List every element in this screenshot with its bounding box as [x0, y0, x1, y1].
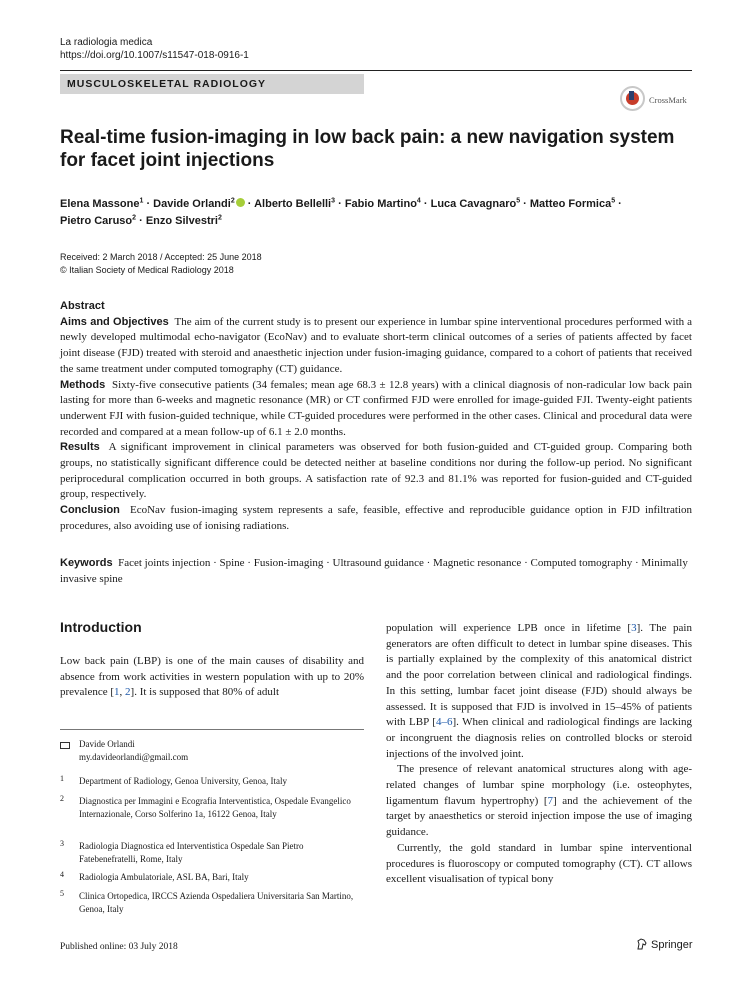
corresponding-author	[79, 738, 364, 763]
citation-link[interactable]: 1	[114, 686, 120, 699]
citation-link[interactable]: 4–6	[435, 716, 453, 729]
affiliation-text: Radiologia Diagnostica ed Interventistica Ospedale San Pietro Fatebenefratelli, Rome, Italy	[79, 841, 304, 864]
footnote-divider	[60, 729, 364, 730]
journal-header	[60, 36, 249, 62]
springer-logo	[636, 938, 693, 951]
author-list: Elena Massone$^1$ · Davide Orlandi$^2$ · Alberto Bellelli$^3$ · Fabio Martino$^4$ · Luca Cavagnaro$^5$ · Matteo Formica$^5$ · Pietro Caruso$^2$ · Enzo Silvestri$^2$	[60, 197, 622, 227]
intro-right-column	[386, 621, 692, 888]
conclusion-label: Conclusion	[60, 504, 120, 517]
introduction-heading: Introduction	[60, 619, 142, 635]
affiliation-number: 2	[60, 794, 64, 803]
affiliation-number: 1	[60, 774, 64, 783]
published-date: Published online: 03 July 2018	[60, 942, 178, 952]
intro-left-column	[60, 654, 364, 701]
author-affiliation: 2	[217, 214, 222, 222]
results-text: A significant improvement in clinical parameters was observed for both fusion-guided and CT-guided group. Comparing both groups, no statistically significant difference could be detected neither at baseline conditions nor during the follow-up period. No significant periprocedural complication occurred in both groups. A satisfaction rate of 92.3 and 81.1% was reported for fusion-guided and CT-guided group, respectively.	[60, 441, 692, 501]
keywords-label: Keywords	[60, 557, 113, 569]
affiliation-text: Radiologia Ambulatoriale, ASL BA, Bari, Italy	[79, 872, 249, 882]
author-name[interactable]: Pietro Caruso	[60, 215, 133, 227]
abstract-heading: Abstract	[60, 300, 105, 312]
springer-horse-icon	[636, 938, 648, 950]
publisher-name: Springer	[651, 939, 693, 951]
article-dates	[60, 251, 262, 277]
citation-link[interactable]: 3	[631, 622, 637, 634]
article-title: Real-time fusion-imaging in low back pain: a new navigation system for facet joint injections	[60, 127, 675, 171]
abstract	[60, 299, 692, 535]
intro-text: ]. It is supposed that 80% of adult	[130, 686, 280, 699]
intro-text: population will experience LPB once in lifetime [	[386, 622, 632, 634]
crossmark-badge[interactable]	[620, 86, 692, 118]
conclusion-text: EcoNav fusion-imaging system represents a safe, feasible, effective and reproducible guidance option in FJD infiltration procedures, also avoiding use of ionising radiations.	[60, 504, 692, 532]
crossmark-icon	[620, 86, 645, 111]
received-accepted: Received: 2 March 2018 / Accepted: 25 June 2018	[60, 252, 262, 262]
envelope-icon	[60, 741, 70, 754]
intro-text: ]. The pain generators are often difficult to detect in lumbar spine diseases. This is partially explained by the complexity of this anatomical district and the poor correlation between clinical and radiological findings. In this setting, lumbar facet joint disease (FJD) should always be assessed. It is supposed that FJD is involved in 15–45% of patients with LBP [	[386, 622, 692, 729]
author-affiliation: 1	[139, 197, 144, 205]
citation-separator: ,	[119, 686, 126, 699]
author-name[interactable]: Davide Orlandi	[153, 198, 231, 210]
intro-text: Currently, the gold standard in lumbar spine interventional procedures is fluoroscopy or computed tomography (CT). CT allows excellent visualisation of typical bony	[386, 841, 692, 886]
section-label: MUSCULOSKELETAL RADIOLOGY	[60, 74, 364, 94]
crossmark-label: CrossMark	[649, 95, 687, 105]
corresponding-name: Davide Orlandi	[79, 739, 135, 749]
affiliation-text: Diagnostica per Immagini e Ecografia Interventistica, Ospedale Evangelico Internazionale, Corso Solferino 1a, 16122 Genoa, Italy	[79, 796, 351, 819]
aims-label: Aims and Objectives	[60, 315, 169, 328]
citation-link[interactable]: 2	[125, 686, 131, 699]
author-affiliation: 4	[416, 197, 421, 205]
orcid-icon[interactable]	[236, 198, 245, 207]
author-affiliation: 5	[611, 197, 616, 205]
author-affiliation: 3	[331, 197, 336, 205]
intro-text: ] and the achievement of the target by anaesthetics or steroid injection impose the use of imaging guidance.	[386, 794, 692, 839]
affiliation-number: 3	[60, 839, 64, 848]
corresponding-email[interactable]: my.davideorlandi@gmail.com	[79, 751, 189, 762]
keywords	[60, 556, 692, 587]
aims-text: The aim of the current study is to present our experience in lumbar spine interventional procedures performed with a newly developed multimodal echo-navigator (EcoNav) and to evaluate short-term clinical outcomes of a series of patients affected by facet joint disease (FJD) treated with steroid and anaesthetic injection under fusion-imaging guidance, compared to a cohort of patients that received the same treatment under computed tomography (CT) guidance.	[60, 315, 692, 375]
author-affiliation: 2	[132, 214, 137, 222]
citation-link[interactable]: 7	[547, 794, 553, 807]
author-affiliation: 5	[516, 197, 521, 205]
header-divider	[60, 70, 692, 71]
author-affiliation: 2	[230, 197, 235, 205]
author-name[interactable]: Enzo Silvestri	[145, 215, 218, 227]
affiliation-number: 5	[60, 889, 64, 898]
affiliation-text: Clinica Ortopedica, IRCCS Azienda Ospedaliera Universitaria San Martino, Genoa, Italy	[79, 891, 354, 914]
keywords-text: Facet joints injection · Spine · Fusion-imaging · Ultrasound guidance · Magnetic resonance · Computed tomography · Minimally invasive spine	[60, 557, 688, 585]
author-name[interactable]: Matteo Formica	[529, 198, 612, 210]
affiliation-number: 4	[60, 870, 64, 879]
results-label: Results	[60, 441, 100, 454]
intro-text: Low back pain (LBP) is one of the main causes of disability and absence from work activities in western population with up to 20% prevalence [	[60, 655, 364, 699]
author-name[interactable]: Alberto Bellelli	[254, 198, 332, 210]
author-name[interactable]: Fabio Martino	[344, 198, 417, 210]
methods-text: Sixty-five consecutive patients (34 females; mean age 68.3 ± 12.8 years) with a clinical diagnosis of non-radicular low back pain lasting for more than 6-weeks and magnetic resonance (MR) or CT confirmed FJD were enrolled for image-guided FJI. Twenty-eight patients underwent FJI with fusion-guided technique, while CT-guided procedures were performed in the other cases. Clinical and procedural data were recorded and compared at a mean follow-up of 6.1 ± 2.0 months.	[60, 378, 693, 438]
author-name[interactable]: Elena Massone	[60, 198, 140, 210]
author-name[interactable]: Luca Cavagnaro	[430, 198, 517, 210]
intro-text: The presence of relevant anatomical structures along with age-related changes of lumbar spine morphology (i.e. osteophytes, ligamentum flavum hypertrophy) [	[386, 763, 692, 807]
doi-link[interactable]: https://doi.org/10.1007/s11547-018-0916-1	[60, 50, 249, 61]
affiliation-text: Department of Radiology, Genoa University, Genoa, Italy	[79, 776, 288, 786]
journal-name: La radiologia medica	[60, 37, 153, 48]
methods-label: Methods	[60, 378, 106, 391]
intro-text: ]. When clinical and radiological findings are lacking or incongruent the diagnosis relies on controlled blocks or steroid injections of the involved joint.	[386, 716, 692, 760]
copyright: © Italian Society of Medical Radiology 2018	[60, 265, 234, 275]
